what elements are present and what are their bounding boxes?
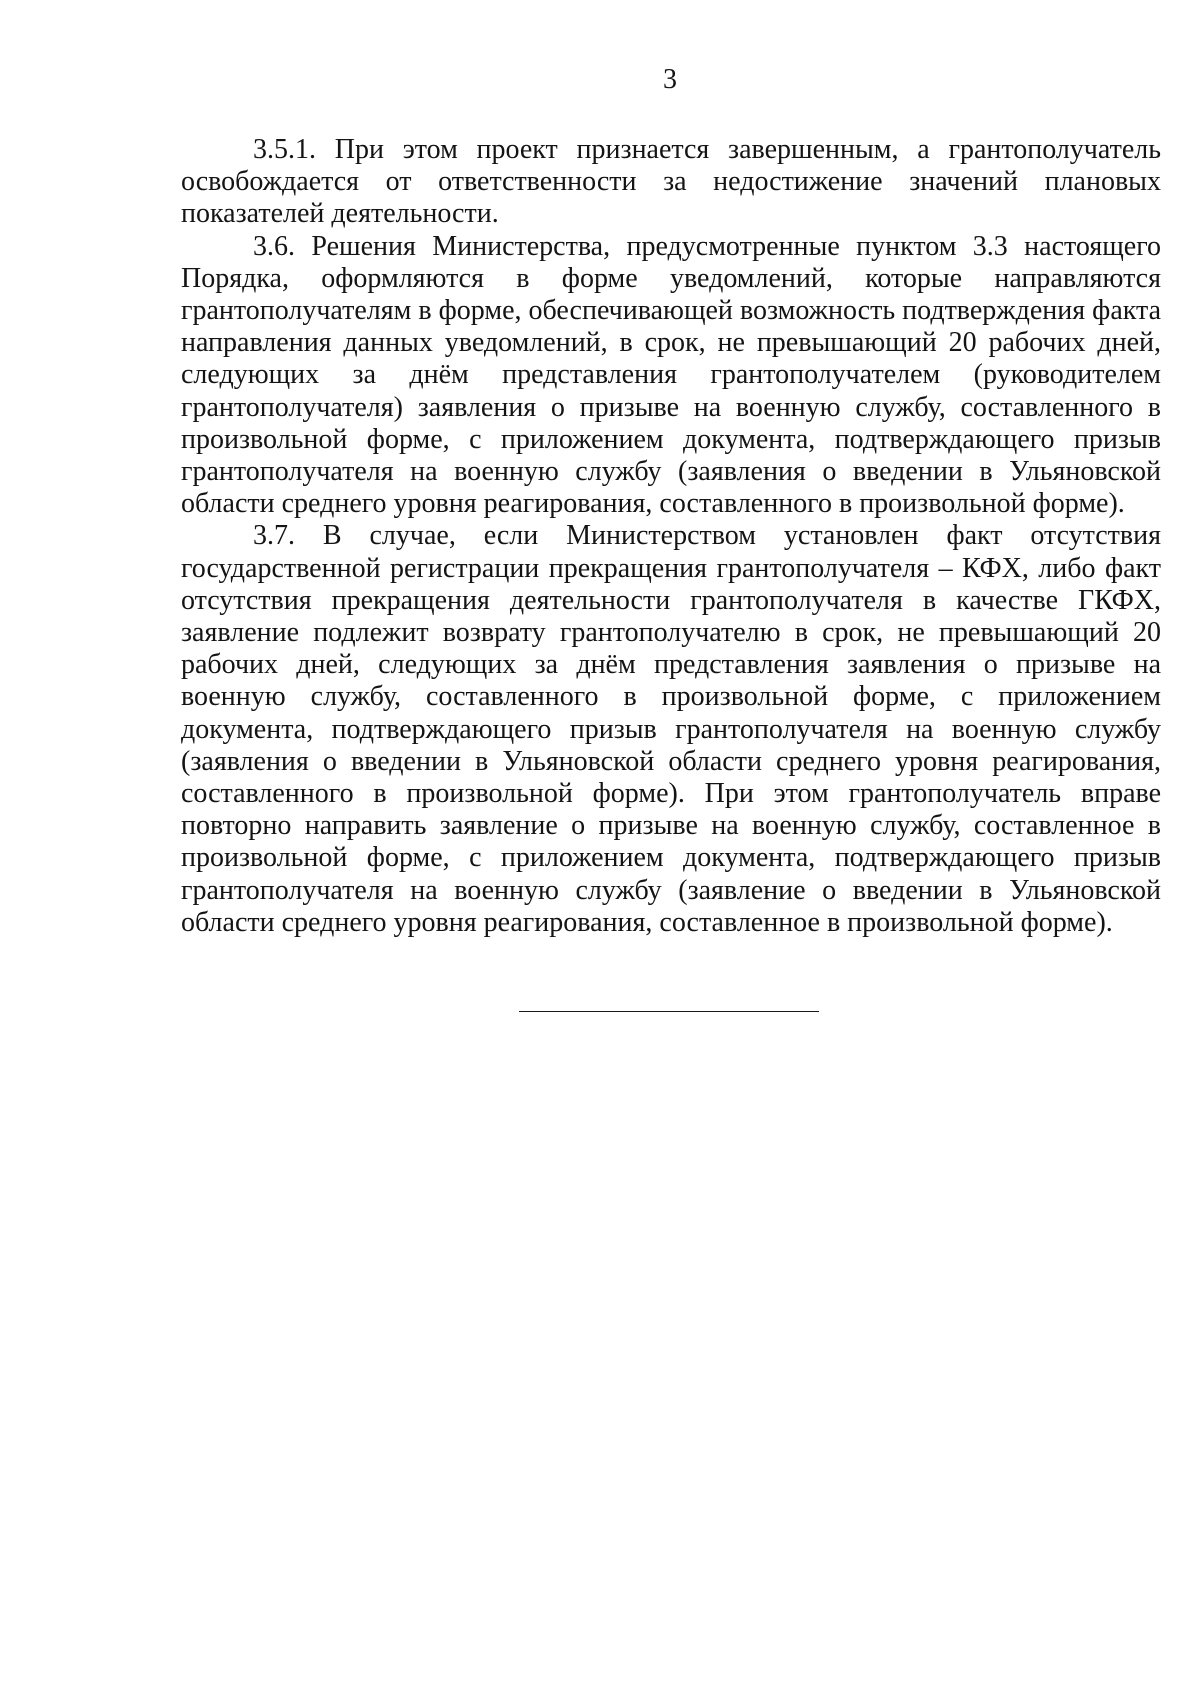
paragraph-3-5-1: 3.5.1. При этом проект признается завершенным, а грантополучатель освобождается от ответственности за недостижение значений плановых показателей деятельности. xyxy=(181,134,1161,230)
end-of-text-divider xyxy=(519,1011,819,1012)
paragraph-3-7: 3.7. В случае, если Министерством установлен факт отсутствия государственной регистрации прекращения грантополучателя – КФХ, либо факт отсутствия прекращения деятельности грантополучателя в качестве ГКФХ, заявление подлежит возврату грантополучателю в срок, не превышающий 20 рабочих дней, следующих за днём представления заявления о призыве на военную службу, составленного в произвольной форме, с приложением документа, подтверждающего призыв грантополучателя на военную службу (заявления о введении в Ульяновской области среднего уровня реагирования, составленного в произвольной форме). При этом грантополучатель вправе повторно направить заявление о призыве на военную службу, составленное в произвольной форме, с приложением документа, подтверждающего призыв грантополучателя на военную службу (заявление о введении в Ульяновской области среднего уровня реагирования, составленное в произвольной форме). xyxy=(181,520,1161,938)
document-body xyxy=(181,134,1161,939)
page-number: 3 xyxy=(663,64,677,95)
paragraph-3-6: 3.6. Решения Министерства, предусмотренные пунктом 3.3 настоящего Порядка, оформляются в форме уведомлений, которые направляются грантополучателям в форме, обеспечивающей возможность подтверждения факта направления данных уведомлений, в срок, не превышающий 20 рабочих дней, следующих за днём представления грантополучателем (руководителем грантополучателя) заявления о призыве на военную службу, составленного в произвольной форме, с приложением документа, подтверждающего призыв грантополучателя на военную службу (заявления о введении в Ульяновской области среднего уровня реагирования, составленного в произвольной форме). xyxy=(181,230,1161,520)
